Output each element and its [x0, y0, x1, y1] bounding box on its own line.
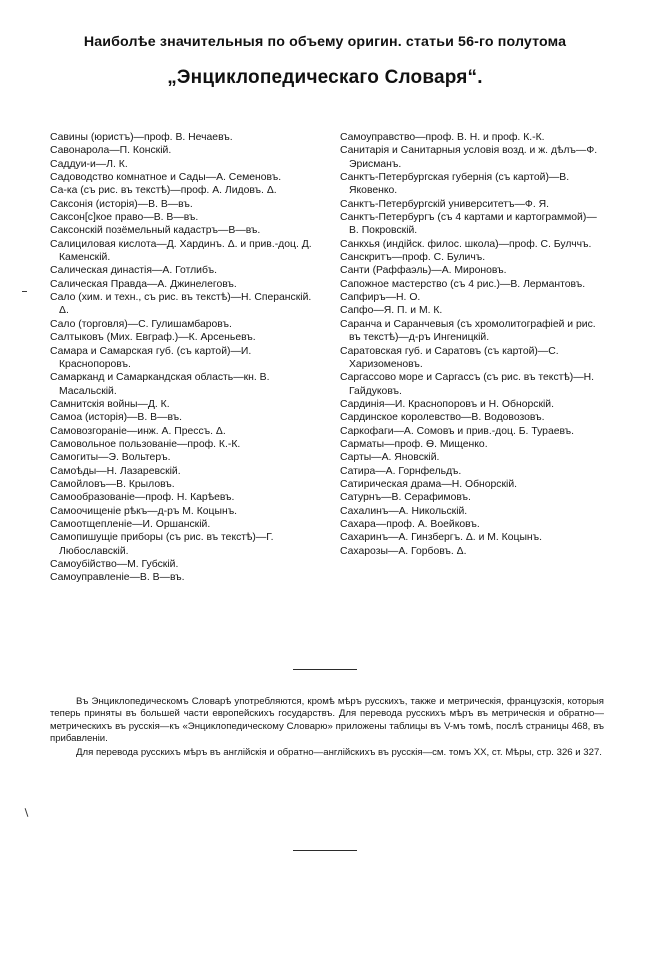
list-item: Сарты—А. Яновскій. — [340, 452, 440, 464]
list-item: Сардинское королевство—В. Водовозовъ. — [340, 412, 545, 424]
list-item: Салтыковъ (Мих. Евграф.)—К. Арсеньевъ. — [50, 332, 256, 344]
list-item: Санкхья (индійск. филос. школа)—проф. С. Булччъ. — [340, 238, 592, 250]
entry-columns — [0, 131, 650, 585]
list-item: Савонарола—П. Конскій. — [50, 145, 172, 157]
list-item: Самойловъ—В. Крыловъ. — [50, 478, 175, 490]
list-item: Самара и Самарская губ. (съ картой)—И. Краснопоровъ. — [50, 345, 252, 370]
list-item: Сапфиръ—Н. О. — [340, 292, 421, 304]
list-item: Сатира—А. Горнфельдъ. — [340, 465, 462, 477]
list-item: Сатурнъ—В. Серафимовъ. — [340, 492, 471, 504]
margin-tick-lower — [25, 808, 29, 817]
list-item: Сахаринъ—А. Гинзбергъ. Δ. и М. Коцынъ. — [340, 532, 543, 544]
list-item: Санктъ-Петербургъ (съ 4 картами и картограммой)—В. Покровскій. — [340, 212, 597, 237]
footnote-paragraph-2: Для перевода русскихъ мѣръ въ англійскія и обратно—англійскихъ въ русскія—см. томъ XX, ст. Мѣры, стр. 326 и 327. — [76, 747, 602, 759]
list-item: Сапожное мастерство (съ 4 рис.)—В. Лермантовъ. — [340, 278, 586, 290]
page-title-block — [0, 0, 650, 89]
list-item: Самообразованіе—проф. Н. Карѣевъ. — [50, 492, 235, 504]
list-item: Самоотщепленіе—И. Оршанскій. — [50, 518, 211, 530]
list-item: Самовольное пользованіе—проф. К.-К. — [50, 438, 241, 450]
list-item: Сатирическая драма—Н. Обнорскій. — [340, 478, 518, 490]
list-item: Самнитскія войны—Д. К. — [50, 398, 170, 410]
list-item: Сардинія—И. Краснопоровъ и Н. Обнорскій. — [340, 398, 554, 410]
list-item: Сахара—проф. А. Воейковъ. — [340, 518, 480, 530]
list-item: Саркофаги—А. Сомовъ и прив.-доц. Б. Тураевъ. — [340, 425, 575, 437]
list-item: Сахарозы—А. Горбовъ. Δ. — [340, 545, 467, 557]
list-item: Салическая династія—А. Готлибъ. — [50, 265, 217, 277]
list-item: Самоуправленіе—В. В—въ. — [50, 572, 185, 584]
list-item: Сапфо—Я. П. и М. К. — [340, 305, 443, 317]
list-item: Самовозгораніе—инж. А. Прессъ. Δ. — [50, 425, 226, 437]
list-item: Салициловая кислота—Д. Хардинъ. Δ. и прив.-доц. Д. Каменскій. — [50, 238, 312, 264]
list-item: Са-ка (съ рис. въ текстѣ)—проф. А. Лидовъ. Δ. — [50, 185, 277, 197]
list-item: Самоа (исторія)—В. В—въ. — [50, 412, 183, 424]
list-item: Сахалинъ—А. Никольскій. — [340, 505, 468, 517]
list-item: Сало (торговля)—С. Гулишамбаровъ. — [50, 318, 232, 330]
list-item: Самопишущіе приборы (съ рис. въ текстѣ)—Г. Любославскій. — [50, 532, 274, 557]
column-right — [328, 131, 606, 585]
list-item: Саддуи-и—Л. К. — [50, 158, 128, 170]
page-title-line2: „Энциклопедическаго Словаря“. — [167, 67, 483, 88]
list-item: Саксон[с]кое право—В. В—въ. — [50, 212, 199, 224]
list-item: Санктъ-Петербургская губернія (съ картой)—В. Яковенко. — [340, 172, 570, 197]
list-item: Сарматы—проф. Ѳ. Мищенко. — [340, 438, 488, 450]
page-title-line1: Наиболѣе значительныя по объему оригин. статьи 56-го полутома — [83, 34, 567, 50]
list-item: Саранча и Саранчевыя (съ хромолитографіей и рис. въ текстѣ)—д-ръ Ингеницкій. — [340, 318, 596, 344]
list-item: Садоводство комнатное и Сады—А. Семеновъ. — [50, 172, 282, 184]
list-item: Санктъ-Петербургскій университетъ—Ф. Я. — [340, 198, 549, 210]
column-left — [50, 131, 328, 585]
list-item: Самоѣды—Н. Лазаревскій. — [50, 465, 181, 477]
footnote-block — [0, 696, 650, 760]
divider-upper — [293, 669, 357, 670]
list-item: Самоуправство—проф. В. Н. и проф. К.-К. — [340, 132, 545, 143]
list-item: Саксонія (исторія)—В. В—въ. — [50, 198, 193, 210]
list-item: Савины (юристъ)—проф. В. Нечаевъ. — [50, 132, 233, 143]
margin-tick-upper — [22, 291, 27, 292]
list-item: Самогиты—Э. Вольтеръ. — [50, 452, 171, 464]
footnote-paragraph-1: Въ Энциклопедическомъ Словарѣ употребляются, кромѣ мѣръ русскихъ, также и метрическія, французскія, которыя теперь приняты въ большей части европейскихъ государствъ. Для перевода русскихъ мѣръ въ метрическія и обратно—метрическихъ въ русскія—къ «Энциклопедическому Словарю» приложены таблицы въ V-мъ томѣ, послѣ страницы 468, въ прибавленіи. — [50, 695, 604, 745]
divider-lower — [293, 850, 357, 851]
list-item: Салическая Правда—А. Джинелеговъ. — [50, 278, 237, 290]
list-item: Саратовская губ. и Саратовъ (съ картой)—С. Харизоменовъ. — [340, 345, 559, 370]
list-item: Саргассово море и Саргассъ (съ рис. въ текстѣ)—Н. Гайдуковъ. — [340, 372, 595, 397]
list-item: Самоочищеніе рѣкъ—д-ръ М. Коцынъ. — [50, 505, 238, 517]
list-item: Самоубійство—М. Губскій. — [50, 559, 179, 570]
list-item: Санскритъ—проф. С. Буличъ. — [340, 252, 486, 264]
list-item: Санти (Раффаэль)—А. Мироновъ. — [340, 265, 507, 277]
list-item: Санитарія и Санитарныя условія возд. и ж. дѣлъ—Ф. Эрисманъ. — [340, 145, 598, 170]
list-item: Саксонскій позёмельный кадастръ—В—въ. — [50, 225, 261, 237]
list-item: Самарканд и Самаркандская область—кн. В. Масальскій. — [50, 372, 270, 397]
list-item: Сало (хим. и техн., съ рис. въ текстѣ)—Н. Сперанскій. Δ. — [50, 292, 312, 317]
